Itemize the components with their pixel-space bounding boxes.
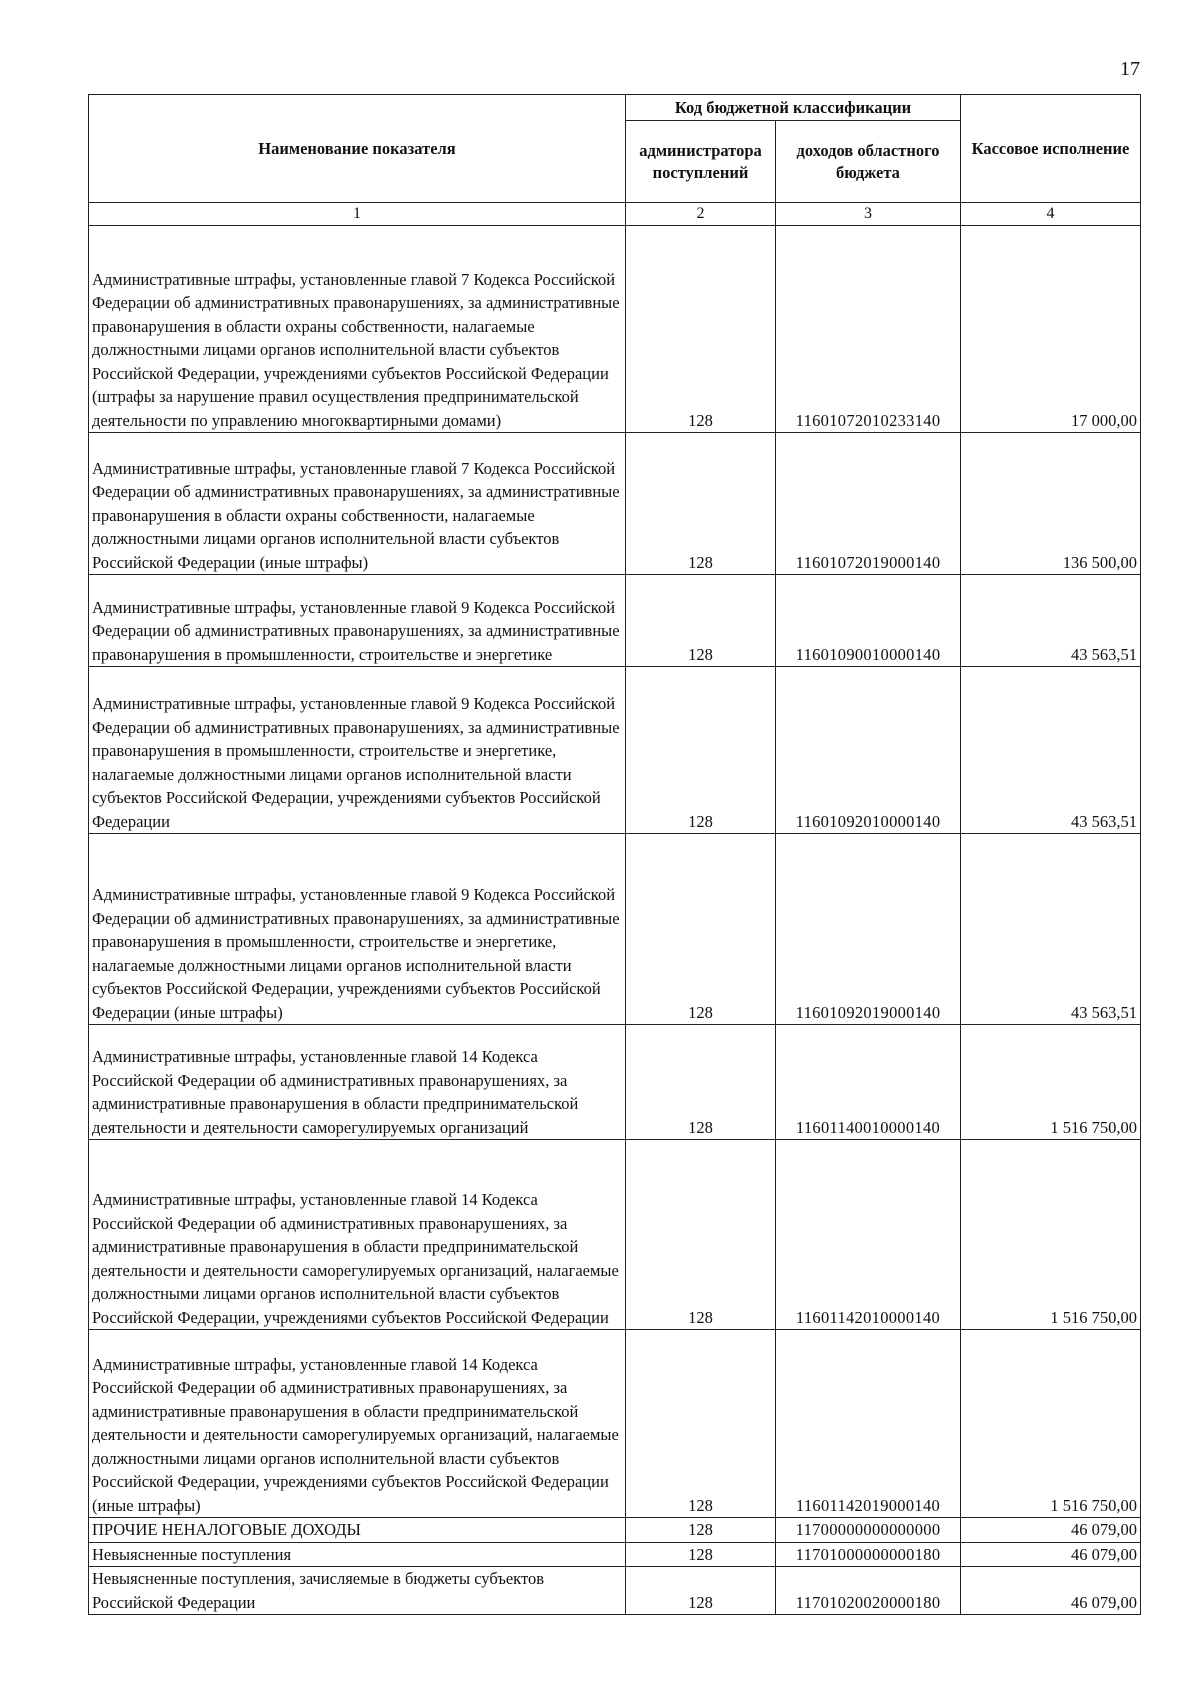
row-name: Невыясненные поступления (89, 1542, 626, 1567)
row-amount: 1 516 750,00 (961, 1330, 1141, 1518)
col-number-2: 2 (626, 203, 776, 226)
col-number-4: 4 (961, 203, 1141, 226)
row-name: Административные штрафы, установленные главой 9 Кодекса Российской Федерации об административных правонарушениях, за административные правонарушения в промышленности, строительстве и энергетике, налагаемые должностными лицами органов исполнительной власти субъектов Российской Федерации, учреждениями субъектов Российской Федерации (иные штрафы) (89, 834, 626, 1025)
row-amount: 43 563,51 (961, 834, 1141, 1025)
page-number: 17 (1120, 58, 1140, 80)
table-row (89, 226, 1141, 433)
header-execution: Кассовое исполнение (961, 95, 1141, 203)
row-name: Административные штрафы, установленные главой 7 Кодекса Российской Федерации об административных правонарушениях, за административные правонарушения в области охраны собственности, налагаемые должностными лицами органов исполнительной власти субъектов Российской Федерации (иные штрафы) (89, 433, 626, 575)
row-admin-code: 128 (626, 433, 776, 575)
header-name: Наименование показателя (89, 95, 626, 203)
row-income-code: 11601142010000140 (776, 1140, 961, 1330)
row-admin-code: 128 (626, 1567, 776, 1615)
row-income-code: 11601092010000140 (776, 667, 961, 834)
col-number-1: 1 (89, 203, 626, 226)
table-row (89, 433, 1141, 575)
col-number-3: 3 (776, 203, 961, 226)
table-row (89, 1518, 1141, 1543)
row-admin-code: 128 (626, 667, 776, 834)
row-name: Административные штрафы, установленные главой 9 Кодекса Российской Федерации об административных правонарушениях, за административные правонарушения в промышленности, строительстве и энергетике (89, 575, 626, 667)
row-name: ПРОЧИЕ НЕНАЛОГОВЫЕ ДОХОДЫ (89, 1518, 626, 1543)
row-amount: 17 000,00 (961, 226, 1141, 433)
row-income-code: 11601140010000140 (776, 1025, 961, 1140)
row-admin-code: 128 (626, 1140, 776, 1330)
column-number-row (89, 203, 1141, 226)
row-amount: 1 516 750,00 (961, 1140, 1141, 1330)
row-amount: 43 563,51 (961, 667, 1141, 834)
row-amount: 136 500,00 (961, 433, 1141, 575)
row-admin-code: 128 (626, 834, 776, 1025)
row-admin-code: 128 (626, 575, 776, 667)
row-amount: 1 516 750,00 (961, 1025, 1141, 1140)
row-income-code: 11601092019000140 (776, 834, 961, 1025)
table-row (89, 834, 1141, 1025)
row-admin-code: 128 (626, 1518, 776, 1543)
table-row (89, 1330, 1141, 1518)
table-row (89, 667, 1141, 834)
header-admin: администратора поступлений (626, 121, 776, 203)
row-income-code: 11601142019000140 (776, 1330, 961, 1518)
row-income-code: 11601072010233140 (776, 226, 961, 433)
table-row (89, 1140, 1141, 1330)
row-amount: 46 079,00 (961, 1518, 1141, 1543)
row-admin-code: 128 (626, 1025, 776, 1140)
row-name: Невыясненные поступления, зачисляемые в бюджеты субъектов Российской Федерации (89, 1567, 626, 1615)
header-income: доходов областного бюджета (776, 121, 961, 203)
row-name: Административные штрафы, установленные главой 14 Кодекса Российской Федерации об административных правонарушениях, за административные правонарушения в области предпринимательской деятельности и деятельности саморегулируемых организаций, налагаемые должностными лицами органов исполнительной власти субъектов Российской Федерации, учреждениями субъектов Российской Федерации (89, 1140, 626, 1330)
row-admin-code: 128 (626, 1542, 776, 1567)
table-row (89, 1542, 1141, 1567)
row-name: Административные штрафы, установленные главой 7 Кодекса Российской Федерации об административных правонарушениях, за административные правонарушения в области охраны собственности, налагаемые должностными лицами органов исполнительной власти субъектов Российской Федерации, учреждениями субъектов Российской Федерации (штрафы за нарушение правил осуществления предпринимательской деятельности по управлению многоквартирными домами) (89, 226, 626, 433)
row-income-code: 11701020020000180 (776, 1567, 961, 1615)
table-row (89, 575, 1141, 667)
row-admin-code: 128 (626, 1330, 776, 1518)
row-amount: 46 079,00 (961, 1542, 1141, 1567)
row-income-code: 11601072019000140 (776, 433, 961, 575)
table-row (89, 1025, 1141, 1140)
row-name: Административные штрафы, установленные главой 14 Кодекса Российской Федерации об административных правонарушениях, за административные правонарушения в области предпринимательской деятельности и деятельности саморегулируемых организаций, налагаемые должностными лицами органов исполнительной власти субъектов Российской Федерации, учреждениями субъектов Российской Федерации (иные штрафы) (89, 1330, 626, 1518)
row-income-code: 11601090010000140 (776, 575, 961, 667)
row-income-code: 11701000000000180 (776, 1542, 961, 1567)
row-admin-code: 128 (626, 226, 776, 433)
header-budget-code: Код бюджетной классификации (626, 95, 961, 121)
row-amount: 43 563,51 (961, 575, 1141, 667)
row-name: Административные штрафы, установленные главой 9 Кодекса Российской Федерации об административных правонарушениях, за административные правонарушения в промышленности, строительстве и энергетике, налагаемые должностными лицами органов исполнительной власти субъектов Российской Федерации, учреждениями субъектов Российской Федерации (89, 667, 626, 834)
row-name: Административные штрафы, установленные главой 14 Кодекса Российской Федерации об административных правонарушениях, за административные правонарушения в области предпринимательской деятельности и деятельности саморегулируемых организаций (89, 1025, 626, 1140)
row-amount: 46 079,00 (961, 1567, 1141, 1615)
table-row (89, 1567, 1141, 1615)
budget-income-table (88, 94, 1141, 1615)
row-income-code: 11700000000000000 (776, 1518, 961, 1543)
